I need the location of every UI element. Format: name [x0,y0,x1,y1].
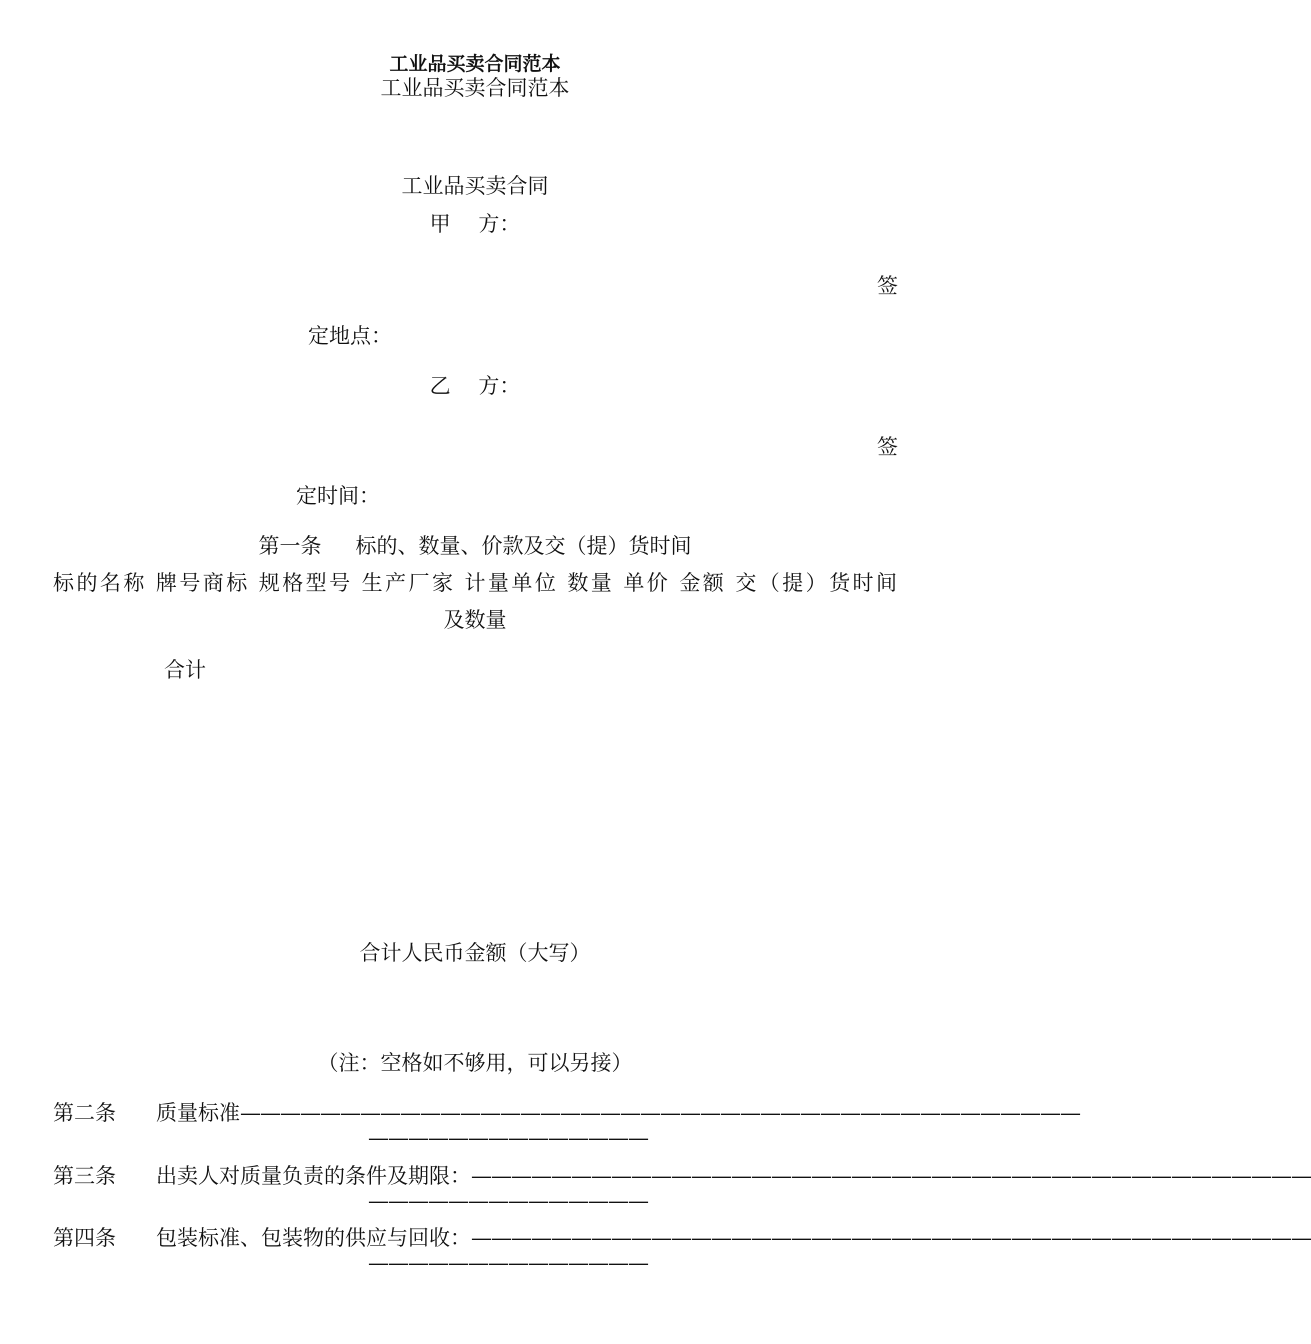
article-2-fill-line: —————————————————————————————————————————— [240,1101,1080,1125]
sign-label-2: 签 [877,435,898,459]
table-column-headers-cont: 及数量 [443,608,507,632]
article-3 [53,1162,1311,1190]
article-4-fill-line: —————————————————————————————————————————— [471,1226,1311,1250]
article-2-number: 第二条 [53,1101,116,1125]
note-text: （注：空格如不够用，可以另接） [317,1051,633,1075]
article-3-fill-line-cont: —————————————— [368,1189,648,1213]
article-3-fill-line: —————————————————————————————————————————— [471,1164,1311,1188]
document-header-title: 工业品买卖合同范本 [389,53,561,75]
article-2-text: 质量标准 [156,1101,240,1125]
sign-place-label: 定地点： [308,324,392,348]
contract-title: 工业品买卖合同 [401,174,549,198]
total-label: 合计 [164,658,206,682]
table-column-headers: 标的名称 牌号商标 规格型号 生产厂家 计量单位 数量 单价 金额 交（提）货时间 [53,571,897,595]
party-b-label: 乙 方： [429,374,521,398]
article-4 [53,1224,1311,1252]
total-rmb-label: 合计人民币金额（大写） [359,941,591,965]
party-a-label: 甲 方： [429,212,521,236]
sign-label-1: 签 [877,274,898,298]
article-3-text: 出卖人对质量负责的条件及期限： [156,1164,471,1188]
sign-time-label: 定时间： [296,484,380,508]
article-4-text: 包装标准、包装物的供应与回收： [156,1226,471,1250]
article-4-fill-line-cont: —————————————— [368,1251,648,1275]
article-2-fill-line-cont: —————————————— [368,1126,648,1150]
article-3-number: 第三条 [53,1164,116,1188]
article-4-number: 第四条 [53,1226,116,1250]
article-1-number: 第一条 [258,534,322,558]
document-subtitle: 工业品买卖合同范本 [380,76,570,100]
article-1-heading [0,532,950,560]
article-2 [53,1099,1080,1127]
article-1-title: 标的、数量、价款及交（提）货时间 [355,534,692,558]
